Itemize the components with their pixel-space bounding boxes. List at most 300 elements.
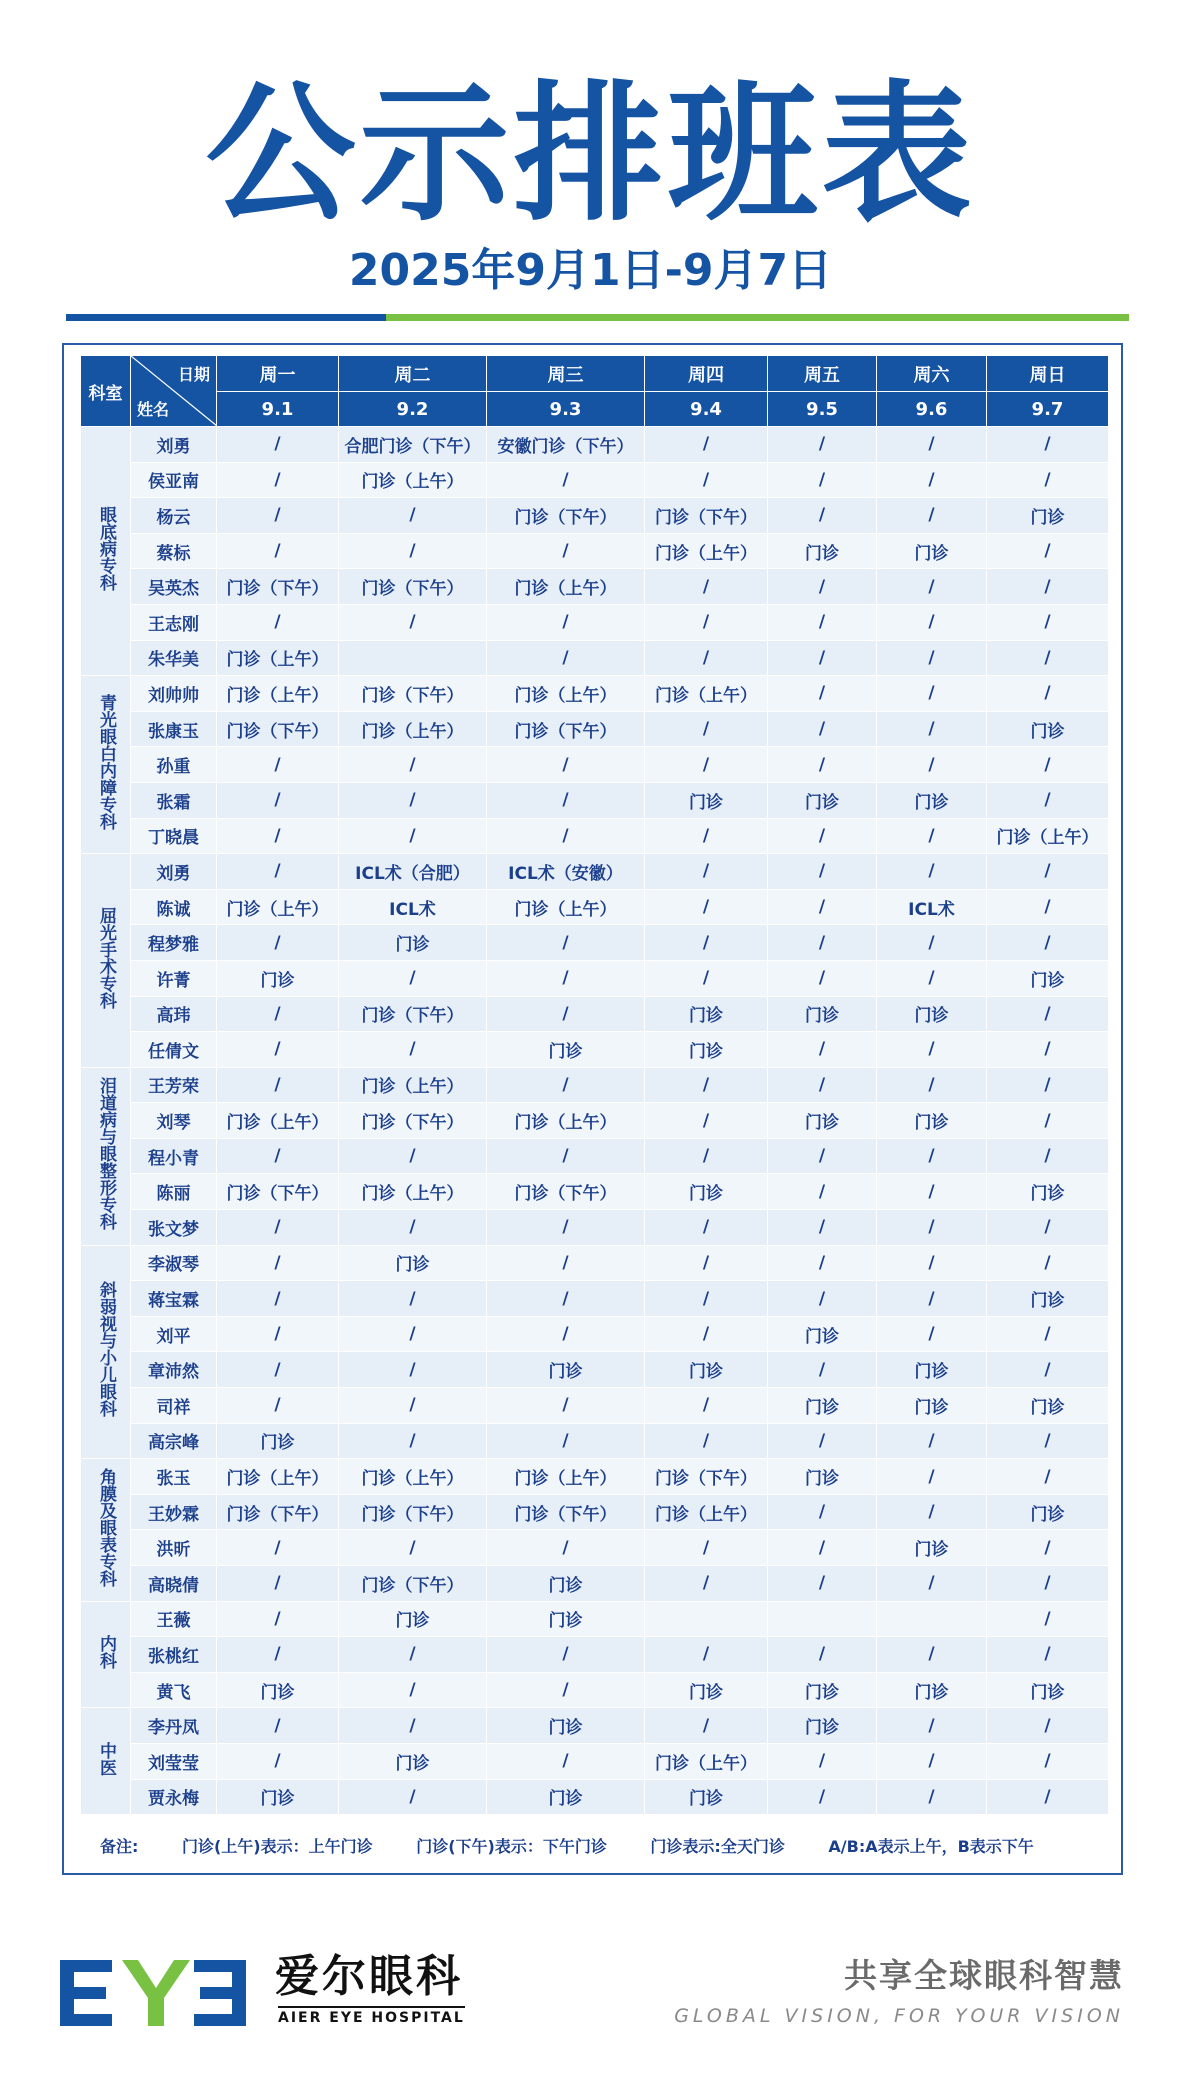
weekday-header: 周日	[987, 356, 1109, 392]
shift-cell: /	[645, 427, 768, 463]
department-cell	[81, 1708, 131, 1815]
shift-cell: 门诊（下午）	[339, 1494, 487, 1530]
shift-cell: 门诊	[487, 1601, 645, 1637]
schedule-row	[81, 1637, 1109, 1673]
shift-cell: /	[217, 604, 339, 640]
shift-cell: /	[339, 1779, 487, 1815]
shift-cell: 门诊（上午）	[487, 889, 645, 925]
doctor-name: 刘琴	[131, 1103, 217, 1139]
shift-cell: 门诊	[645, 1779, 768, 1815]
shift-cell: /	[645, 640, 768, 676]
doctor-name: 程梦雅	[131, 925, 217, 961]
shift-cell: 门诊	[487, 1708, 645, 1744]
shift-cell: /	[487, 604, 645, 640]
shift-cell: /	[487, 1388, 645, 1424]
shift-cell: /	[339, 1352, 487, 1388]
schedule-row	[81, 1245, 1109, 1281]
shift-cell: 门诊（上午）	[339, 1459, 487, 1495]
remarks	[100, 1834, 1100, 1857]
shift-cell: 门诊	[768, 1672, 877, 1708]
shift-cell: /	[487, 1138, 645, 1174]
shift-cell: /	[768, 1281, 877, 1317]
shift-cell: /	[987, 533, 1109, 569]
shift-cell: 合肥门诊（下午）	[339, 427, 487, 463]
shift-cell: /	[645, 960, 768, 996]
shift-cell: /	[645, 1566, 768, 1602]
shift-cell: 门诊（上午）	[339, 711, 487, 747]
remarks-label: 备注:	[100, 1837, 139, 1856]
doctor-name: 司祥	[131, 1388, 217, 1424]
doctor-name: 王芳荣	[131, 1067, 217, 1103]
shift-cell: 门诊	[877, 1530, 987, 1566]
shift-cell: /	[987, 1779, 1109, 1815]
schedule-row	[81, 427, 1109, 463]
shift-cell: /	[877, 676, 987, 712]
shift-cell: /	[217, 747, 339, 783]
shift-cell: /	[339, 1032, 487, 1068]
shift-cell: /	[217, 1316, 339, 1352]
shift-cell: /	[645, 711, 768, 747]
shift-cell: 门诊	[987, 1388, 1109, 1424]
eye-logo-icon	[60, 1960, 246, 2026]
schedule-row	[81, 925, 1109, 961]
shift-cell: /	[877, 640, 987, 676]
doctor-name: 许菁	[131, 960, 217, 996]
shift-cell: 门诊	[987, 1672, 1109, 1708]
doctor-name: 丁晓晨	[131, 818, 217, 854]
shift-cell: ICL术（合肥）	[339, 854, 487, 890]
doctor-name: 张桃红	[131, 1637, 217, 1673]
shift-cell: /	[877, 1494, 987, 1530]
shift-cell: ICL术	[339, 889, 487, 925]
doctor-name: 高宗峰	[131, 1423, 217, 1459]
shift-cell: /	[987, 889, 1109, 925]
shift-cell: /	[768, 1530, 877, 1566]
shift-cell: /	[339, 1210, 487, 1246]
shift-cell: /	[645, 1067, 768, 1103]
shift-cell: 门诊（下午）	[487, 498, 645, 534]
shift-cell: /	[645, 1210, 768, 1246]
shift-cell: /	[645, 1316, 768, 1352]
schedule-row	[81, 1174, 1109, 1210]
shift-cell: /	[987, 569, 1109, 605]
shift-cell: /	[877, 1743, 987, 1779]
shift-cell: /	[645, 925, 768, 961]
shift-cell: 门诊	[768, 533, 877, 569]
doctor-name: 张玉	[131, 1459, 217, 1495]
name-header-label: 姓名	[137, 400, 170, 419]
date-header: 9.3	[487, 392, 645, 427]
doctor-name: 孙重	[131, 747, 217, 783]
schedule-row	[81, 1103, 1109, 1139]
shift-cell: /	[768, 1067, 877, 1103]
shift-cell: 门诊	[768, 1316, 877, 1352]
shift-cell: 门诊（下午）	[487, 1494, 645, 1530]
department-cell	[81, 1601, 131, 1708]
doctor-name: 刘平	[131, 1316, 217, 1352]
shift-cell: /	[339, 498, 487, 534]
shift-cell: /	[877, 1316, 987, 1352]
shift-cell: /	[339, 782, 487, 818]
date-header-label: 日期	[177, 365, 210, 384]
shift-cell: /	[877, 1566, 987, 1602]
shift-cell: 门诊（上午）	[487, 1103, 645, 1139]
schedule-row	[81, 960, 1109, 996]
shift-cell: /	[987, 1459, 1109, 1495]
remarks-item: 门诊表示:全天门诊	[650, 1837, 785, 1856]
shift-cell: 门诊	[768, 1708, 877, 1744]
shift-cell: 门诊	[645, 1174, 768, 1210]
schedule-row	[81, 1210, 1109, 1246]
schedule-row	[81, 889, 1109, 925]
shift-cell: /	[768, 747, 877, 783]
shift-cell	[339, 640, 487, 676]
shift-cell: 门诊	[987, 1174, 1109, 1210]
shift-cell: /	[217, 1352, 339, 1388]
shift-cell: /	[217, 996, 339, 1032]
shift-cell: 门诊（下午）	[339, 569, 487, 605]
weekday-header: 周四	[645, 356, 768, 392]
shift-cell: /	[645, 1138, 768, 1174]
shift-cell: /	[768, 960, 877, 996]
shift-cell: 安徽门诊（下午）	[487, 427, 645, 463]
doctor-name: 侯亚南	[131, 462, 217, 498]
shift-cell: /	[645, 1245, 768, 1281]
shift-cell	[768, 1601, 877, 1637]
schedule-row	[81, 1281, 1109, 1317]
schedule-row	[81, 1459, 1109, 1495]
date-name-header	[131, 356, 217, 427]
schedule-row	[81, 604, 1109, 640]
doctor-name: 陈诚	[131, 889, 217, 925]
shift-cell: /	[339, 960, 487, 996]
shift-cell: /	[877, 1138, 987, 1174]
department-name: 泪道病与眼整形专科	[96, 1077, 116, 1231]
shift-cell: /	[768, 1174, 877, 1210]
date-header: 9.7	[987, 392, 1109, 427]
shift-cell: /	[217, 782, 339, 818]
shift-cell: /	[987, 1743, 1109, 1779]
doctor-name: 贾永梅	[131, 1779, 217, 1815]
shift-cell: ICL术	[877, 889, 987, 925]
schedule-row	[81, 1672, 1109, 1708]
doctor-name: 陈丽	[131, 1174, 217, 1210]
shift-cell: 门诊	[645, 1672, 768, 1708]
shift-cell: /	[768, 711, 877, 747]
shift-cell: 门诊	[217, 1779, 339, 1815]
shift-cell: /	[645, 604, 768, 640]
shift-cell: /	[645, 1281, 768, 1317]
shift-cell: /	[645, 569, 768, 605]
shift-cell: /	[768, 427, 877, 463]
shift-cell: /	[217, 818, 339, 854]
shift-cell: 门诊	[217, 1423, 339, 1459]
schedule-row	[81, 498, 1109, 534]
shift-cell: /	[987, 1566, 1109, 1602]
shift-cell: /	[217, 1530, 339, 1566]
shift-cell: /	[768, 1637, 877, 1673]
schedule-row	[81, 1494, 1109, 1530]
shift-cell: /	[768, 1423, 877, 1459]
weekday-header: 周六	[877, 356, 987, 392]
shift-cell: /	[987, 1032, 1109, 1068]
shift-cell: /	[877, 1210, 987, 1246]
shift-cell: 门诊（下午）	[339, 1566, 487, 1602]
weekday-header: 周一	[217, 356, 339, 392]
doctor-name: 刘帅帅	[131, 676, 217, 712]
shift-cell: 门诊	[339, 1743, 487, 1779]
shift-cell: /	[339, 747, 487, 783]
shift-cell: 门诊	[645, 996, 768, 1032]
shift-cell: /	[877, 1067, 987, 1103]
shift-cell: /	[987, 604, 1109, 640]
shift-cell: /	[877, 711, 987, 747]
shift-cell: /	[877, 1459, 987, 1495]
shift-cell: 门诊	[877, 996, 987, 1032]
doctor-name: 高晓倩	[131, 1566, 217, 1602]
shift-cell: /	[877, 1637, 987, 1673]
shift-cell: /	[645, 1388, 768, 1424]
shift-cell: 门诊（下午）	[645, 498, 768, 534]
shift-cell: /	[487, 1637, 645, 1673]
weekday-header: 周二	[339, 356, 487, 392]
schedule-row	[81, 1352, 1109, 1388]
shift-cell: /	[487, 462, 645, 498]
shift-cell: /	[987, 996, 1109, 1032]
shift-cell: /	[487, 996, 645, 1032]
doctor-name: 李丹凤	[131, 1708, 217, 1744]
schedule-row	[81, 1138, 1109, 1174]
shift-cell: /	[987, 1316, 1109, 1352]
shift-cell: /	[487, 1316, 645, 1352]
shift-cell: /	[645, 1708, 768, 1744]
schedule-row	[81, 854, 1109, 890]
shift-cell: /	[768, 1743, 877, 1779]
department-cell	[81, 1067, 131, 1245]
shift-cell: /	[645, 1103, 768, 1139]
doctor-name: 黄飞	[131, 1672, 217, 1708]
schedule-row	[81, 676, 1109, 712]
schedule-row	[81, 747, 1109, 783]
shift-cell: 门诊（下午）	[217, 569, 339, 605]
shift-cell: /	[768, 1566, 877, 1602]
shift-cell: 门诊	[877, 782, 987, 818]
title-divider	[66, 314, 1129, 321]
shift-cell: /	[987, 1245, 1109, 1281]
shift-cell: /	[487, 747, 645, 783]
shift-cell: /	[987, 427, 1109, 463]
shift-cell: /	[987, 747, 1109, 783]
slogan-en: GLOBAL VISION, FOR YOUR VISION	[674, 2005, 1124, 2027]
shift-cell: ICL术（安徽）	[487, 854, 645, 890]
schedule-row	[81, 1601, 1109, 1637]
shift-cell: /	[339, 604, 487, 640]
shift-cell: /	[877, 604, 987, 640]
shift-cell: /	[987, 1423, 1109, 1459]
shift-cell: 门诊	[487, 1352, 645, 1388]
shift-cell: 门诊（下午）	[217, 1494, 339, 1530]
doctor-name: 蒋宝霖	[131, 1281, 217, 1317]
shift-cell: 门诊（上午）	[217, 640, 339, 676]
doctor-name: 王妙霖	[131, 1494, 217, 1530]
shift-cell: /	[339, 1672, 487, 1708]
shift-cell: /	[987, 676, 1109, 712]
doctor-name: 程小青	[131, 1138, 217, 1174]
shift-cell: /	[987, 1601, 1109, 1637]
weekday-header: 周五	[768, 356, 877, 392]
slogan-cn: 共享全球眼科智慧	[844, 1956, 1124, 1995]
shift-cell: 门诊（上午）	[987, 818, 1109, 854]
shift-cell: /	[487, 1672, 645, 1708]
shift-cell: /	[645, 818, 768, 854]
schedule-row	[81, 533, 1109, 569]
shift-cell: /	[768, 640, 877, 676]
shift-cell: /	[487, 1245, 645, 1281]
shift-cell: /	[339, 1281, 487, 1317]
shift-cell: 门诊	[768, 1388, 877, 1424]
shift-cell: /	[339, 1138, 487, 1174]
shift-cell: 门诊	[645, 1032, 768, 1068]
shift-cell: /	[987, 1103, 1109, 1139]
shift-cell: 门诊（上午）	[645, 676, 768, 712]
shift-cell	[877, 1601, 987, 1637]
shift-cell: /	[768, 854, 877, 890]
shift-cell: /	[645, 854, 768, 890]
dept-header: 科室	[81, 356, 131, 427]
shift-cell	[645, 1601, 768, 1637]
doctor-name: 刘莹莹	[131, 1743, 217, 1779]
doctor-name: 张康玉	[131, 711, 217, 747]
shift-cell: /	[877, 747, 987, 783]
schedule-row	[81, 1032, 1109, 1068]
department-name: 屈光手术专科	[96, 906, 116, 1009]
doctor-name: 张霜	[131, 782, 217, 818]
shift-cell: /	[339, 818, 487, 854]
shift-cell: /	[645, 747, 768, 783]
schedule-row	[81, 818, 1109, 854]
shift-cell: 门诊（上午）	[339, 1174, 487, 1210]
shift-cell: /	[217, 1138, 339, 1174]
shift-cell: /	[768, 1210, 877, 1246]
doctor-name: 蔡标	[131, 533, 217, 569]
shift-cell: /	[768, 676, 877, 712]
schedule-row	[81, 1743, 1109, 1779]
shift-cell: /	[487, 1210, 645, 1246]
doctor-name: 刘勇	[131, 854, 217, 890]
shift-cell: 门诊（下午）	[339, 1103, 487, 1139]
shift-cell: /	[987, 854, 1109, 890]
department-name: 眼底病专科	[96, 506, 116, 592]
shift-cell: /	[768, 1138, 877, 1174]
shift-cell: /	[877, 427, 987, 463]
shift-cell: 门诊（下午）	[645, 1459, 768, 1495]
schedule-table	[80, 355, 1109, 1815]
date-header: 9.5	[768, 392, 877, 427]
shift-cell: 门诊	[877, 1672, 987, 1708]
shift-cell: /	[645, 462, 768, 498]
shift-cell: /	[645, 1423, 768, 1459]
shift-cell: /	[987, 1530, 1109, 1566]
shift-cell: /	[487, 782, 645, 818]
shift-cell: 门诊	[768, 1459, 877, 1495]
doctor-name: 李淑琴	[131, 1245, 217, 1281]
shift-cell: /	[487, 640, 645, 676]
shift-cell: 门诊（上午）	[487, 676, 645, 712]
shift-cell: 门诊	[768, 782, 877, 818]
shift-cell: 门诊（上午）	[487, 1459, 645, 1495]
weekday-header: 周三	[487, 356, 645, 392]
shift-cell: 门诊（上午）	[645, 1743, 768, 1779]
shift-cell: /	[768, 818, 877, 854]
shift-cell: 门诊	[217, 960, 339, 996]
shift-cell: /	[487, 1743, 645, 1779]
department-name: 青光眼白内障专科	[96, 694, 116, 831]
schedule-row	[81, 640, 1109, 676]
shift-cell: /	[645, 889, 768, 925]
shift-cell: /	[217, 427, 339, 463]
remarks-item: A/B:A表示上午，B表示下午	[828, 1837, 1034, 1856]
shift-cell: /	[645, 1530, 768, 1566]
shift-cell: 门诊	[217, 1672, 339, 1708]
shift-cell: /	[217, 1032, 339, 1068]
doctor-name: 张文梦	[131, 1210, 217, 1246]
shift-cell: 门诊	[645, 1352, 768, 1388]
brand-name-cn: 爱尔眼科	[275, 1951, 463, 2002]
shift-cell: 门诊（上午）	[645, 533, 768, 569]
shift-cell: /	[768, 1245, 877, 1281]
shift-cell: /	[339, 1388, 487, 1424]
schedule-row	[81, 1388, 1109, 1424]
schedule-row	[81, 1779, 1109, 1815]
schedule-row	[81, 462, 1109, 498]
shift-cell: /	[768, 889, 877, 925]
doctor-name: 任倩文	[131, 1032, 217, 1068]
shift-cell: /	[768, 1779, 877, 1815]
shift-cell: /	[987, 1637, 1109, 1673]
schedule-row	[81, 996, 1109, 1032]
doctor-name: 杨云	[131, 498, 217, 534]
schedule-row	[81, 711, 1109, 747]
shift-cell: /	[877, 960, 987, 996]
shift-cell: /	[877, 569, 987, 605]
shift-cell: 门诊（下午）	[217, 1174, 339, 1210]
shift-cell: 门诊	[339, 925, 487, 961]
shift-cell: /	[877, 1423, 987, 1459]
doctor-name: 吴英杰	[131, 569, 217, 605]
shift-cell: /	[339, 1708, 487, 1744]
date-range: 2025年9月1日-9月7日	[348, 245, 833, 296]
department-cell	[81, 427, 131, 676]
shift-cell: 门诊	[645, 782, 768, 818]
schedule-row	[81, 1566, 1109, 1602]
shift-cell: /	[339, 533, 487, 569]
shift-cell: /	[877, 1779, 987, 1815]
schedule-row	[81, 569, 1109, 605]
shift-cell: /	[487, 818, 645, 854]
shift-cell: /	[987, 1352, 1109, 1388]
shift-cell: /	[877, 462, 987, 498]
date-header: 9.1	[217, 392, 339, 427]
shift-cell: /	[339, 1530, 487, 1566]
doctor-name: 高玮	[131, 996, 217, 1032]
shift-cell: 门诊（上午）	[217, 1103, 339, 1139]
shift-cell: /	[877, 854, 987, 890]
shift-cell: /	[217, 498, 339, 534]
shift-cell: /	[217, 925, 339, 961]
page-title: 公示排班表	[205, 68, 976, 242]
shift-cell: 门诊（下午）	[487, 711, 645, 747]
shift-cell: /	[768, 498, 877, 534]
